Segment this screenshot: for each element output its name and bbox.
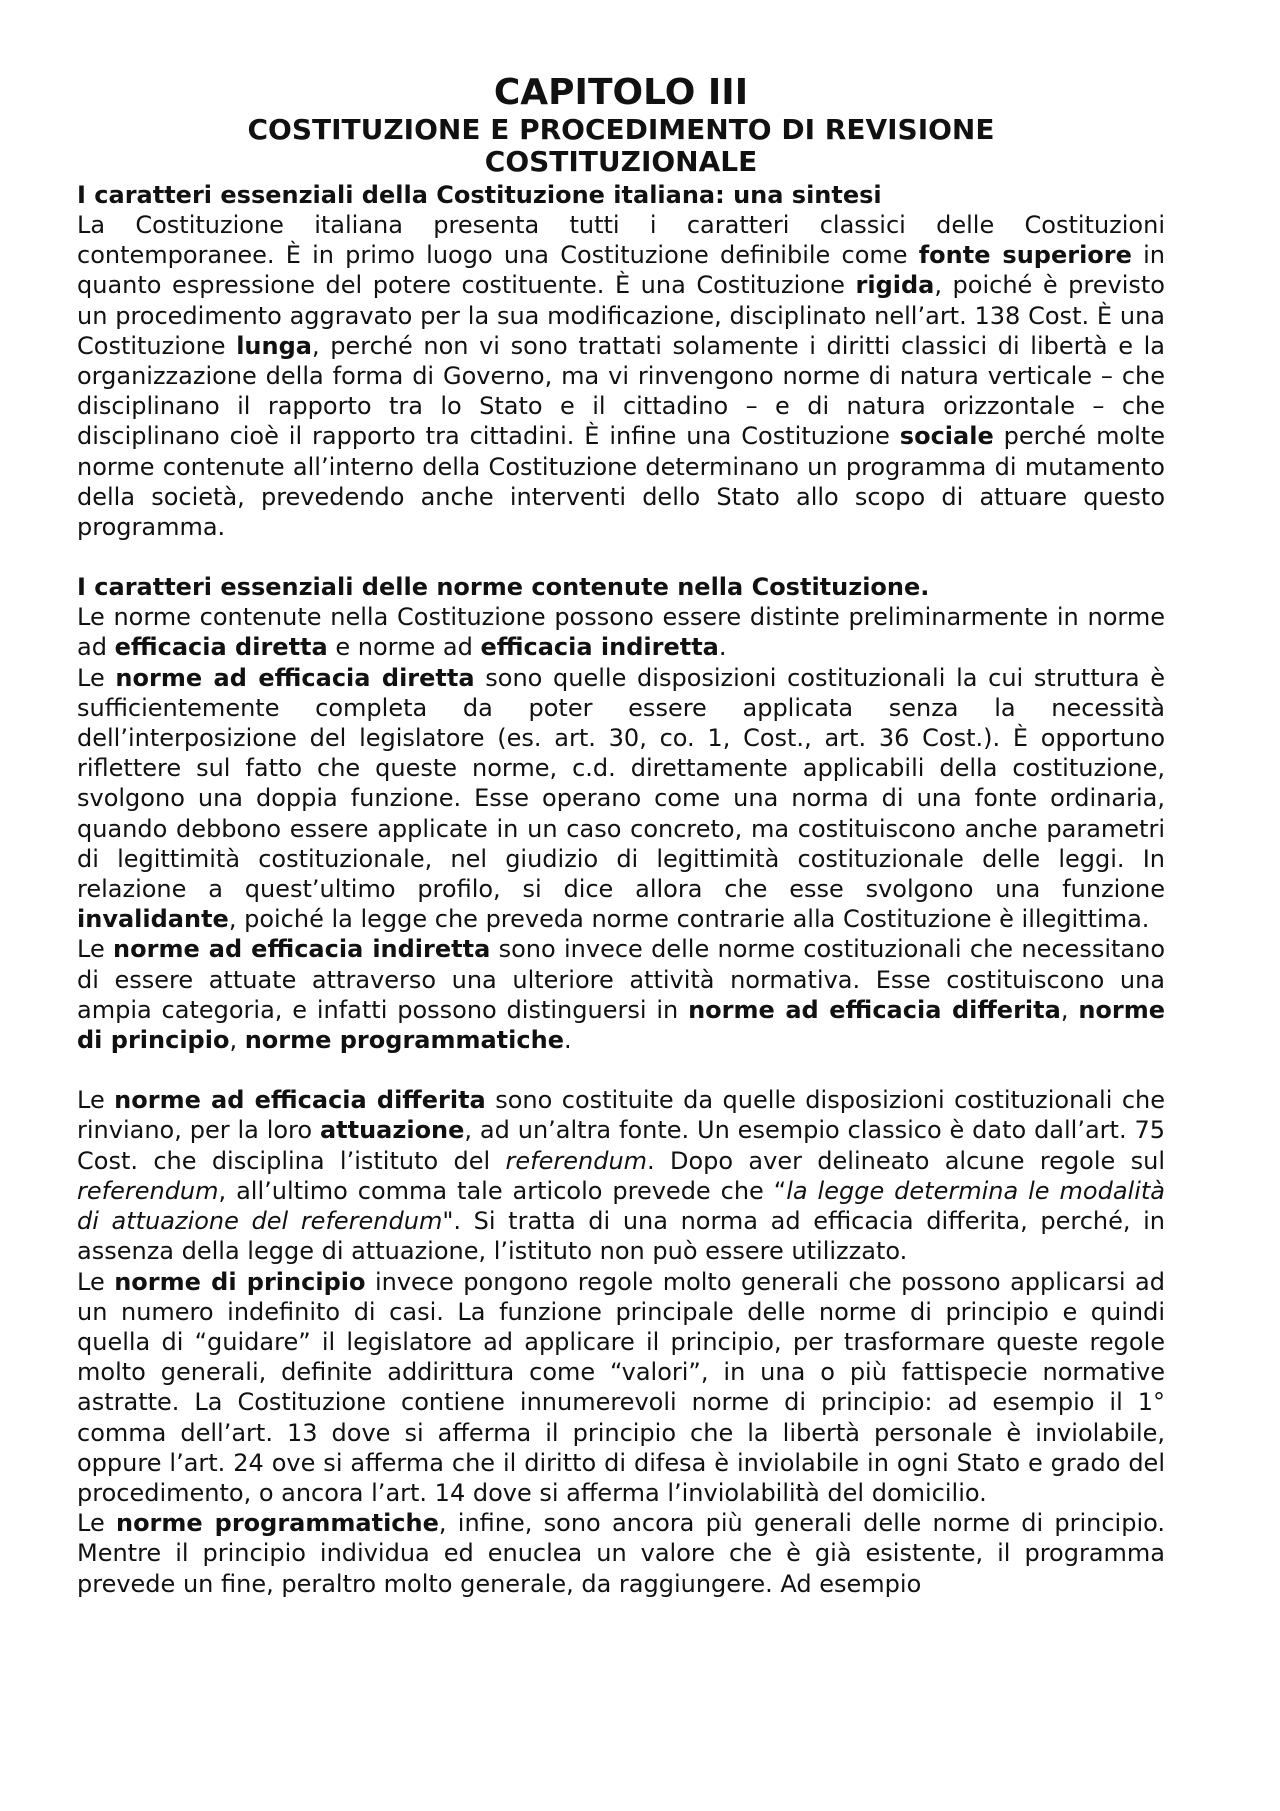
term-fonte-superiore: fonte superiore (918, 241, 1132, 270)
term-attuazione: attuazione (319, 1116, 465, 1145)
chapter-subtitle (77, 114, 1165, 178)
term-efficacia-indiretta: efficacia indiretta (480, 633, 719, 662)
term-referendum: referendum (505, 1146, 648, 1175)
term-norme-efficacia-indiretta: norme ad efficacia indiretta (113, 935, 491, 964)
term-lunga: lunga (236, 331, 312, 360)
paragraph-norme-programmatiche: Le norme programmatiche, infine, sono ancora più generali delle norme di principio. Mentre il principio individua ed enuclea un valore che è già esistente, il programma prevede un fine, peraltro molto generale, da raggiungere. Ad esempio (77, 1509, 1166, 1598)
term-norme-programmatiche: norme programmatiche (115, 1509, 439, 1538)
chapter-title: CAPITOLO III (493, 72, 749, 113)
paragraph-norme-efficacia-diretta: Le norme ad efficacia diretta sono quelle disposizioni costituzionali la cui struttura è sufficientemente completa da poter essere applicata senza la necessità dell’interposizione del legislatore (es. art. 30, co. 1, Cost., art. 36 Cost.). È opportuno riflettere sul fatto che queste norme, c.d. direttamente applicabili della costituzione, svolgono una doppia funzione. Esse operano come una norma di una fonte ordinaria, quando debbono essere applicate in un caso concreto, ma costituiscono anche parametri di legittimità costituzionale, nel giudizio di legittimità costituzionale delle leggi. In relazione a quest’ultimo profilo, si dice allora che esse svolgono una funzione invalidante, poiché la legge che preveda norme contrarie alla Costituzione è illegittima. (77, 663, 1165, 934)
section-heading-caratteri-norme: I caratteri essenziali delle norme contenute nella Costituzione. (77, 573, 930, 602)
paragraph-norme-efficacia-differita: Le norme ad efficacia differita sono costituite da quelle disposizioni costituzionali che rinviano, per la loro attuazione, ad un’altra fonte. Un esempio classico è dato dall’art. 75 Cost. che disciplina l’istituto del referendum. Dopo aver delineato alcune regole sul referendum, all’ultimo comma tale articolo prevede che “la legge determina le modalità di attuazione del referendum". Si tratta di una norma ad efficacia differita, perché, in assenza della legge di attuazione, l’istituto non può essere utilizzato. (77, 1086, 1166, 1266)
chapter-subtitle-line-2: COSTITUZIONALE (484, 145, 758, 178)
chapter-subtitle-line-1: COSTITUZIONE E PROCEDIMENTO DI REVISIONE (247, 113, 995, 146)
quote-art-75: la legge determina le modalità di attuazione del referendum (77, 1176, 1165, 1236)
paragraph-norme-efficacia-indiretta: Le norme ad efficacia indiretta sono invece delle norme costituzionali che necessitano di essere attuate attraverso una ulteriore attività normativa. Esse costituiscono una ampia categoria, e infatti possono distinguersi in norme ad efficacia differita, norme di principio, norme programmatiche. (77, 935, 1166, 1055)
term-norme-efficacia-differita: norme ad efficacia differita (114, 1086, 486, 1115)
paragraph-caratteri-costituzione: La Costituzione italiana presenta tutti i caratteri classici delle Costituzioni contemporanee. È in primo luogo una Costituzione definibile come fonte superiore in quanto espressione del potere costituente. È una Costituzione rigida, poiché è previsto un procedimento aggravato per la sua modificazione, disciplinato nell’art. 138 Cost. È una Costituzione lunga, perché non vi sono trattati solamente i diritti classici di libertà e la organizzazione della forma di Governo, ma vi rinvengono norme di natura verticale – che disciplinano il rapporto tra lo Stato e il cittadino – e di natura orizzontale – che disciplinano cioè il rapporto tra cittadini. È infine una Costituzione sociale perché molte norme contenute all’interno della Costituzione determinano un programma di mutamento della società, prevedendo anche interventi dello Stato allo scopo di attuare questo programma. (77, 211, 1166, 542)
paragraph-norme-di-principio: Le norme di principio invece pongono regole molto generali che possono applicarsi ad un numero indefinito di casi. La funzione principale delle norme di principio e quindi quella di “guidare” il legislatore ad applicare il principio, per trasformare queste regole molto generali, definite addirittura come “valori”, in una o più fattispecie normative astratte. La Costituzione contiene innumerevoli norme di principio: ad esempio il 1° comma dell’art. 13 dove si afferma il principio che la libertà personale è inviolabile, oppure l’art. 24 ove si afferma che il diritto di difesa è inviolabile in ogni Stato e grado del procedimento, o ancora l’art. 14 dove si afferma l’inviolabilità del domicilio. (77, 1267, 1165, 1507)
paragraph-gap (77, 542, 1165, 572)
term-norme-di-principio: norme di principio (77, 995, 1166, 1055)
term-norme-efficacia-differita: norme ad efficacia differita (688, 995, 1061, 1024)
term-rigida: rigida (855, 271, 935, 300)
paragraph-distinzione-norme: Le norme contenute nella Costituzione possono essere distinte preliminarmente in norme ad efficacia diretta e norme ad efficacia indiretta. (77, 603, 1165, 662)
term-norme-programmatiche: norme programmatiche (244, 1026, 564, 1055)
term-norme-efficacia-diretta: norme ad efficacia diretta (115, 663, 475, 692)
term-sociale: sociale (899, 422, 994, 451)
term-norme-di-principio: norme di principio (114, 1267, 366, 1296)
paragraph-gap (77, 1055, 1165, 1085)
term-invalidante: invalidante (77, 905, 229, 934)
term-referendum: referendum (77, 1176, 219, 1205)
term-efficacia-diretta: efficacia diretta (114, 633, 328, 662)
section-heading-caratteri-costituzione: I caratteri essenziali della Costituzione italiana: una sintesi (77, 181, 882, 209)
